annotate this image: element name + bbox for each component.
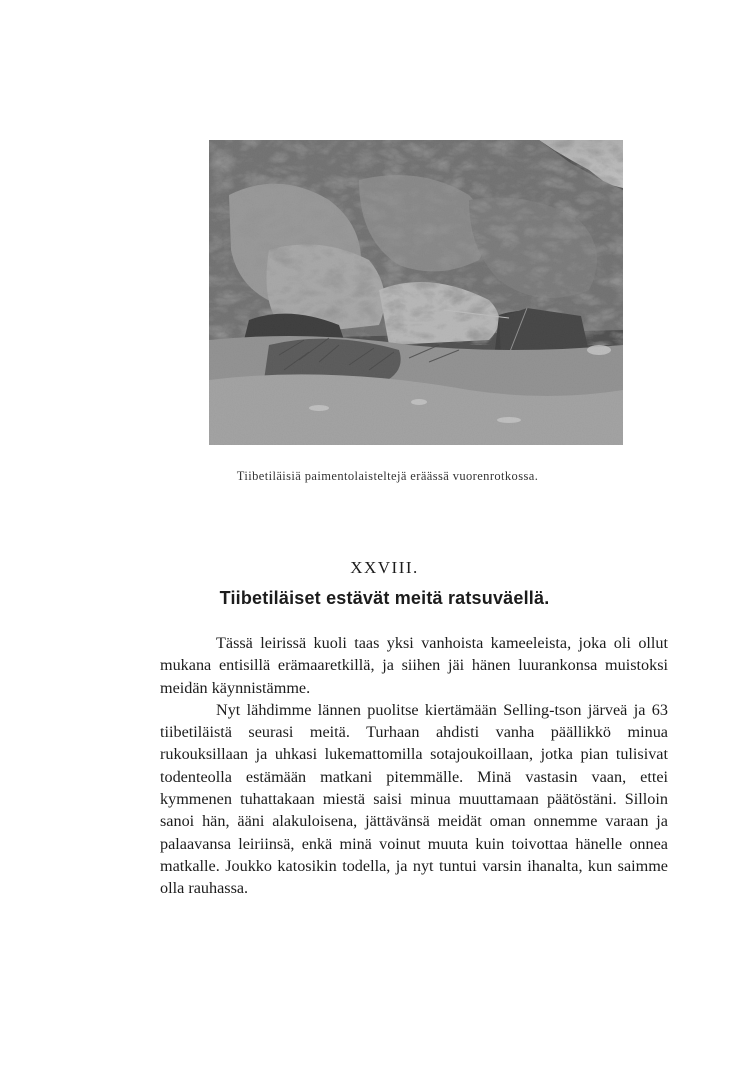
photo-caption: Tiibetiläisiä paimentolaisteltejä eräässä vuorenrotkossa. — [236, 469, 539, 483]
chapter-body — [160, 632, 668, 900]
chapter-number: XXVIII. — [350, 558, 419, 577]
paragraph: Tässä leirissä kuoli taas yksi vanhoista kameeleista, joka oli ollut mukana entisillä erämaaretkillä, ja siihen jäi hänen luurankonsa muistoksi meidän käynnistämme. — [160, 634, 668, 697]
paragraph: Nyt lähdimme lännen puolitse kiertämään Selling-tson järveä ja 63 tiibetiläistä seurasi meitä. Turhaan ahdisti vanha päällikkö minua rukouksillaan ja uhkasi lukemattomilla sotajoukoillaan, jotka pian tulisivat todenteolla estämään matkani pitemmälle. Minä vastasin vaan, ettei kymmenen tuhattakaan miestä saisi minua muuttamaan päätöstäni. Silloin sanoi hän, ääni alakuloisena, jättävänsä meidät oman onnemme varaan ja palaavansa leiriinsä, enkä minä voinut muuta kuin toivottaa hänelle onnea matkalle. Joukko katosikin todella, ja nyt tuntui varsin ihanalta, kun saimme olla rauhassa. — [160, 700, 668, 898]
chapter-title: Tiibetiläiset estävät meitä ratsuväellä. — [219, 588, 550, 608]
photo-illustration — [209, 140, 623, 445]
rocky-ravine-photo — [209, 140, 623, 445]
